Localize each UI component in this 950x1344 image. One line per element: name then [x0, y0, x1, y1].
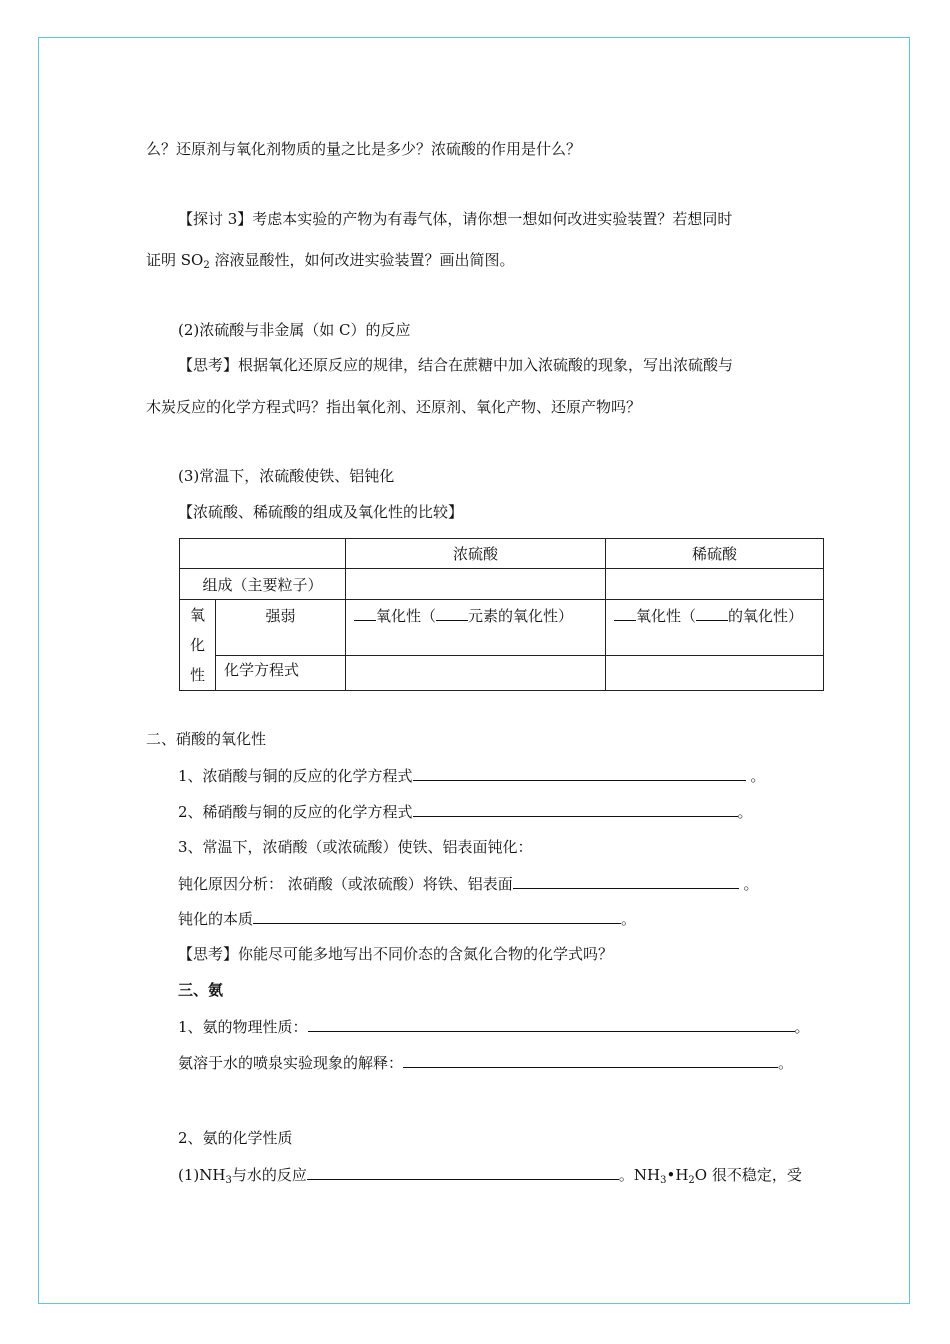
- label-char: 性: [189, 666, 205, 684]
- item-text: 与水的反应: [231, 1166, 307, 1184]
- nitric-item-2: [178, 801, 753, 822]
- think-1-line1: 【思考】根据氧化还原反应的规律，结合在蔗糖中加入浓硫酸的现象，写出浓硫酸与: [178, 356, 734, 374]
- item-text: 钝化的本质: [178, 910, 254, 928]
- ammonia-chemical: 2、氨的化学性质: [178, 1129, 293, 1147]
- section-2-heading: (2)浓硫酸与非金属（如 C）的反应: [178, 321, 411, 339]
- label-char: 氧: [189, 606, 205, 624]
- nitric-item-1: [178, 765, 765, 786]
- row-label-strength: 强弱: [216, 600, 346, 656]
- header-concentrated: 浓硫酸: [346, 539, 606, 569]
- ammonia-fountain: [178, 1052, 793, 1073]
- item-text: 1、氨的物理性质：: [178, 1018, 308, 1036]
- comparison-title: 【浓硫酸、稀硫酸的组成及氧化性的比较】: [178, 503, 464, 521]
- think-1-line2: 木炭反应的化学方程式吗？指出氧化剂、还原剂、氧化产物、还原产物吗？: [146, 398, 642, 416]
- item-text: 氨溶于水的喷泉实验现象的解释：: [178, 1054, 404, 1072]
- fill-blank[interactable]: [413, 765, 746, 781]
- paragraph-continuation: 么？还原剂与氧化剂物质的量之比是多少？浓硫酸的作用是什么？: [146, 140, 582, 158]
- fill-blank[interactable]: [354, 605, 376, 621]
- item-text: (1)NH: [178, 1166, 226, 1184]
- fill-blank[interactable]: [513, 873, 739, 889]
- subscript: 3: [225, 1175, 232, 1186]
- table-row-composition: [180, 569, 824, 600]
- fill-blank[interactable]: [403, 1052, 778, 1068]
- fill-blank[interactable]: [308, 1016, 795, 1032]
- nitric-item-3: 3、常温下，浓硝酸（或浓硫酸）使铁、铝表面钝化：: [178, 838, 533, 856]
- row-label-oxidizing: [180, 600, 216, 691]
- cell-text: 的氧化性）: [728, 607, 804, 625]
- fill-blank[interactable]: [436, 605, 468, 621]
- cell-dilute-equation: [606, 656, 824, 691]
- cell-conc-composition: [346, 569, 606, 600]
- table-corner-cell: [180, 539, 346, 569]
- nitric-acid-heading: 二、硝酸的氧化性: [146, 730, 267, 748]
- cell-conc-strength: [346, 600, 606, 656]
- item-end: 。: [738, 875, 759, 893]
- row-label-composition: 组成（主要粒子）: [180, 569, 346, 600]
- item-text: 钝化原因分析： 浓硝酸（或浓硫酸）将铁、铝表面: [178, 875, 513, 893]
- item-text: H: [675, 1166, 689, 1184]
- ammonia-water-reaction: [178, 1164, 802, 1191]
- item-end: 。: [621, 910, 637, 928]
- ammonia-heading: 三、氨: [178, 981, 224, 999]
- subscript: 2: [688, 1175, 695, 1186]
- subscript: 3: [660, 1175, 667, 1186]
- item-end: 。: [745, 767, 766, 785]
- cell-text: 氧化性（: [376, 607, 437, 625]
- cell-text: 氧化性（: [636, 607, 697, 625]
- discussion-text: 溶液显酸性，如何改进实验装置？画出简图。: [209, 251, 515, 269]
- item-text: O 很不稳定，受: [694, 1166, 802, 1184]
- label-char: 化: [189, 636, 205, 654]
- item-text: •: [666, 1166, 676, 1184]
- fill-blank[interactable]: [413, 801, 738, 817]
- cell-dilute-strength: [606, 600, 824, 656]
- passivation-essence: [178, 908, 636, 929]
- fill-blank[interactable]: [307, 1164, 619, 1180]
- think-2: 【思考】你能尽可能多地写出不同价态的含氮化合物的化学式吗？: [178, 945, 614, 963]
- item-end: 。: [794, 1018, 810, 1036]
- subscript: 2: [203, 260, 210, 271]
- discussion-3-line1: 【探讨 3】考虑本实验的产物为有毒气体，请你想一想如何改进实验装置？若想同时: [178, 210, 733, 228]
- table-row-equation: [180, 656, 824, 691]
- cell-text: 元素的氧化性）: [468, 607, 574, 625]
- table-row-strength: [180, 600, 824, 656]
- cell-conc-equation: [346, 656, 606, 691]
- item-text: 1、浓硝酸与铜的反应的化学方程式: [178, 767, 413, 785]
- fill-blank[interactable]: [253, 908, 621, 924]
- fill-blank[interactable]: [696, 605, 728, 621]
- header-dilute: 稀硫酸: [606, 539, 824, 569]
- item-end: 。: [778, 1054, 794, 1072]
- comparison-table: [179, 538, 824, 691]
- passivation-reason: [178, 873, 759, 894]
- ammonia-physical: [178, 1016, 810, 1037]
- cell-dilute-composition: [606, 569, 824, 600]
- table-header-row: [180, 539, 824, 569]
- discussion-text: 证明 SO: [146, 251, 204, 269]
- item-text: 。NH: [618, 1166, 661, 1184]
- item-text: 2、稀硝酸与铜的反应的化学方程式: [178, 803, 413, 821]
- discussion-3-line2: [146, 250, 515, 276]
- row-label-equation: 化学方程式: [216, 656, 346, 691]
- fill-blank[interactable]: [614, 605, 636, 621]
- item-end: 。: [737, 803, 753, 821]
- section-3-heading: (3)常温下，浓硫酸使铁、铝钝化: [178, 467, 395, 485]
